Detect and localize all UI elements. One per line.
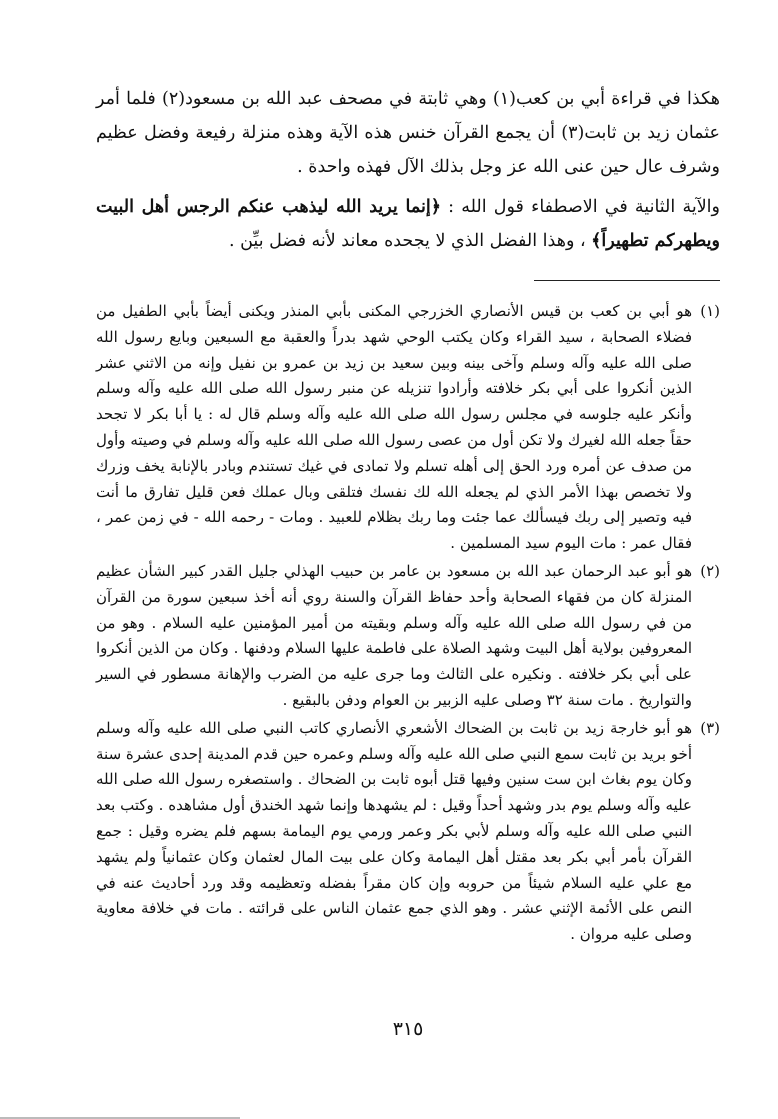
footnote-1 xyxy=(96,299,720,557)
footnote-text: هو أبو عبد الرحمان عبد الله بن مسعود بن عامر بن حبيب الهذلي جليل القدر كبير الشأن عظيم المنزلة كان من فقهاء الصحابة وأحد حفاظ القرآن والسنة روي أنه أخذ سبعين سورة من القرآن من في رسول الله صلى الله عليه وآله وسلم وبقيته من أمير المؤمنين عليه السلام . وهو من المعروفين بولاية أهل البيت وشهد الصلاة على فاطمة عليها السلام ودفنها . وكان من الذين أنكروا على أبي بكر خلافته . ونكيره على الثالث وما جرى عليه من الضرب والإهانة مسطور في السير والتواريخ . مات سنة ٣٢ وصلى عليه الزبير بن العوام ودفن بالبقيع . xyxy=(96,561,692,709)
verse-intro: والآية الثانية في الاصطفاء قول الله : xyxy=(440,197,720,217)
main-paragraph-1: هكذا في قراءة أبي بن كعب(١) وهي ثابتة في مصحف عبد الله بن مسعود(٢) فلما أمر عثمان زيد بن ثابت(٣) أن يجمع القرآن خنس هذه الآية وهذه منزلة رفيعة وفضل عظيم وشرف عال حين عنى الله عز وجل بذلك الآل فهذه واحدة . xyxy=(96,89,720,177)
main-paragraph-2 xyxy=(96,190,720,258)
footnote-text: هو أبي بن كعب بن قيس الأنصاري الخزرجي المكنى بأبي المنذر ويكنى أيضاً بأبي الطفيل من فضلاء الصحابة ، سيد القراء وكان يكتب الوحي شهد بدراً والعقبة مع السبعين وبايع رسول الله صلى الله عليه وآله وسلم وآخى بينه وبين سعيد بن زيد بن عمرو بن نفيل وإنه من الاثني عشر الذين أنكروا على أبي بكر خلافته وأرادوا تنزيله عن منبر رسول الله صلى الله عليه وآله وسلم وأنكر عليه جلوسه في مجلس رسول الله صلى الله عليه وآله وسلم قال له : يا أبا بكر لا تجحد حقاً جعله الله لغيرك ولا تكن أول من عصى رسول الله صلى الله عليه وآله وسلم في وصيته وأول من صدف عن أمره ورد الحق إلى أهله تسلم ولا تمادى في غيك تستندم وبادر بالإنابة يخف وزرك ولا تخصص بهذا الأمر الذي لم يجعله الله لك نفسك فتلقى وبال عملك فعن قليل تفارق ما أنت فيه وتصير إلى ربك فيسألك عما جئت وما ربك بظلام للعبيد . ومات - رحمه الله - في زمن عمر ، فقال عمر : مات اليوم سيد المسلمين . xyxy=(96,302,693,553)
quran-verse: ﴿إنما يريد الله ليذهب عنكم الرجس أهل البيت ويطهركم تطهيراً﴾ xyxy=(96,197,720,251)
footnote-marker: (٣) xyxy=(700,718,720,737)
book-page xyxy=(96,82,720,1099)
footnote-marker: (٢) xyxy=(700,561,720,580)
main-text xyxy=(96,82,720,258)
footnote-text: هو أبو خارجة زيد بن ثابت بن الضحاك الأشعري الأنصاري كاتب النبي صلى الله عليه وآله وسلم أخو بريد بن ثابت سمع النبي صلى الله عليه وآله وسلم وعمره حين قدم المدينة إحدى عشرة سنة وكان يوم بغاث ابن ست سنين وفيها قتل أبوه ثابت بن الضحاك . واستصغره رسول الله صلى الله عليه وآله وسلم يوم بدر وشهد أحداً وقيل : لم يشهدها وإنما شهد الخندق أول مشاهده . وكتب بعد النبي صلى الله عليه وآله وسلم لأبي بكر وعمر ورمي يوم اليمامة بسهم فلم يضره وقيل : جمع القرآن بأمر أبي بكر بعد مقتل أهل اليمامة وكان على بيت المال لعثمان وكان عثمانياً ولم يشهد مع علي عليه السلام شيئاً من حروبه وإن كان مقراً بفضله وتعظيمه وقد ورد أحاديث عنه في النص على الأئمة الإثني عشر . وهو الذي جمع عثمان الناس على قرائته . مات في خلافة معاوية وصلى عليه مروان . xyxy=(96,718,692,944)
footnote-marker: (١) xyxy=(700,302,720,320)
page-number: ٣١٥ xyxy=(392,1018,424,1040)
footnotes xyxy=(96,299,720,948)
footnote-2 xyxy=(96,559,720,714)
footnote-separator xyxy=(534,280,720,281)
verse-commentary: ، وهذا الفضل الذي لا يجحده معاند لأنه فضل بيِّن . xyxy=(228,231,592,251)
footnote-3 xyxy=(96,716,720,948)
